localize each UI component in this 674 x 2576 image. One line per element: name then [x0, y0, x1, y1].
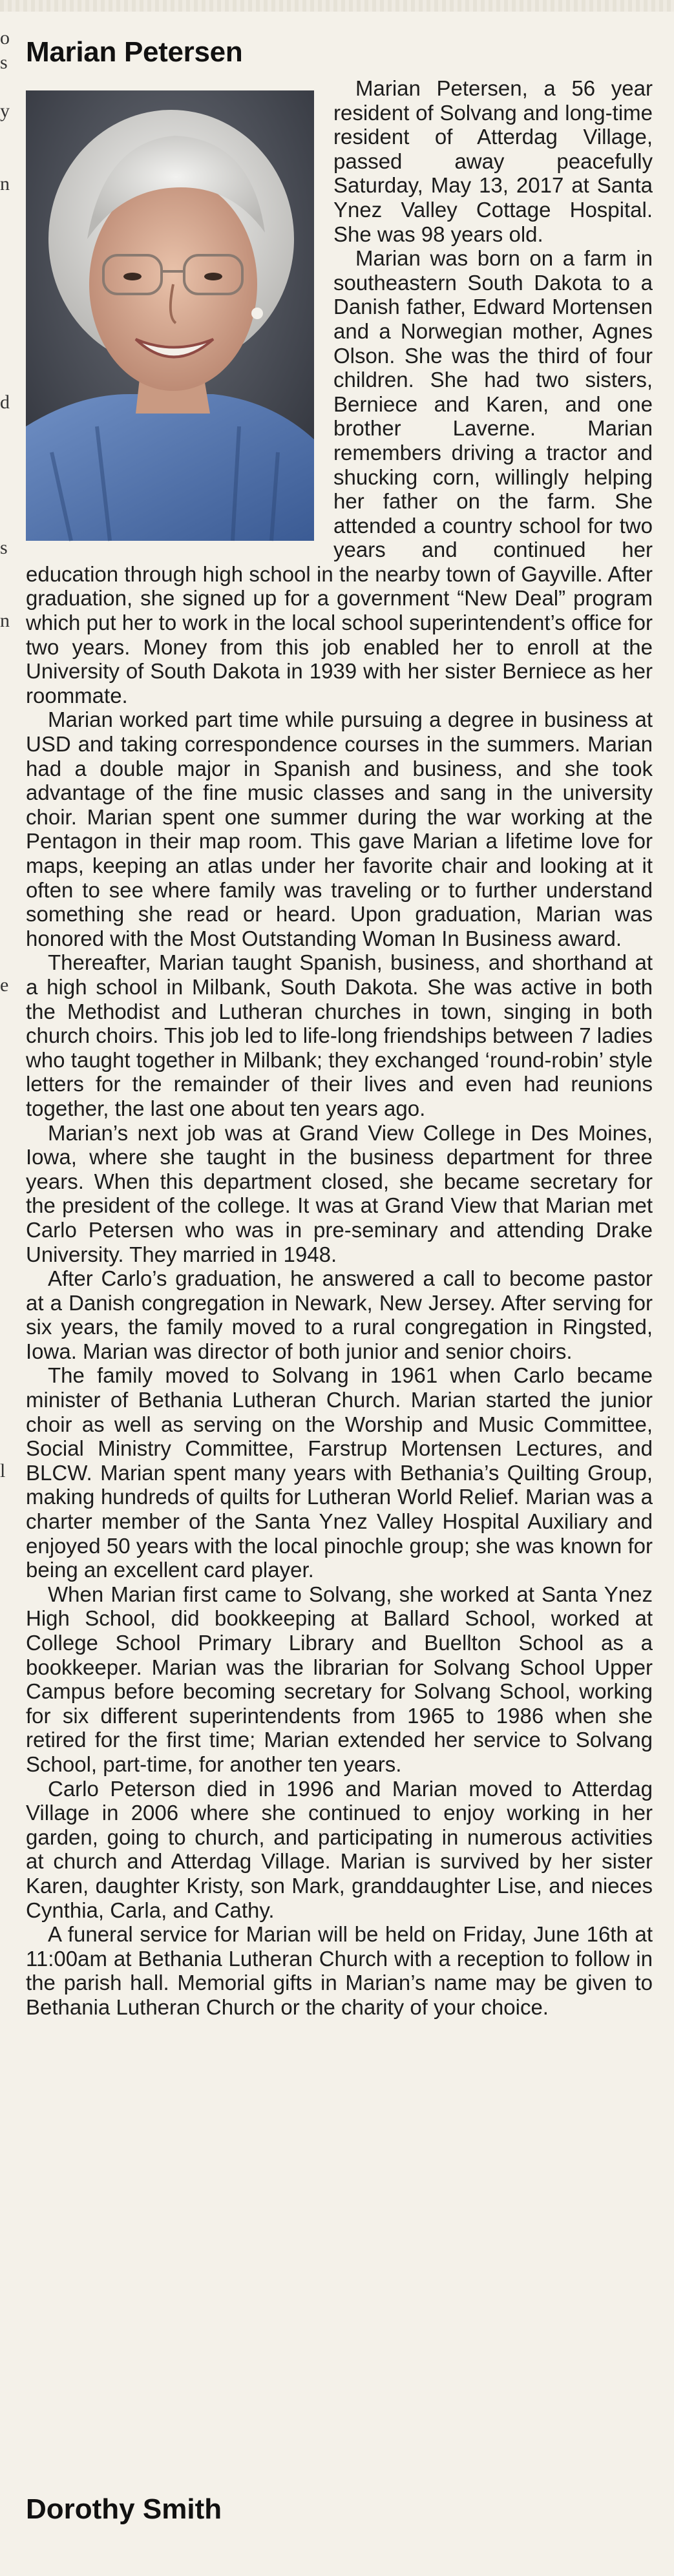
margin-letter — [0, 1969, 9, 1994]
margin-letter — [0, 1168, 9, 1192]
obituary-paragraph-2: Marian was born on a farm in southeastern South Dakota to a Danish father, Edward Mortensen and a Norwegian mother, Agnes Olson. She was the third of four children. She had two sisters, Berniece and Karen, and one brother Laverne. Marian remembers driving a tractor and shucking corn, willingly helping her father on the farm. She attended a country school for two years and continued her education through high school in the nearby town of Gayville. After graduation, she signed up for a government “New Deal” program which put her to work in the local school superintendent’s office for two years. Money from this job enabled her to enroll at the University of South Dakota in 1939 with her sister Berniece as her roommate. — [26, 246, 653, 707]
margin-letter — [0, 1629, 9, 1653]
margin-letter — [0, 1021, 9, 1046]
margin-letter — [0, 755, 9, 779]
margin-letter — [0, 2115, 9, 2139]
margin-letter — [0, 1337, 9, 1362]
margin-letter — [0, 1094, 9, 1119]
margin-letter — [0, 1896, 9, 1921]
margin-letter — [0, 706, 9, 731]
margin-letter — [0, 560, 9, 585]
margin-letter — [0, 682, 9, 706]
margin-letter — [0, 1143, 9, 1168]
margin-letter — [0, 487, 9, 512]
margin-letter — [0, 585, 9, 609]
margin-letter — [0, 1872, 9, 1896]
margin-letter — [0, 2431, 9, 2455]
margin-letter — [0, 1410, 9, 1435]
margin-letter — [0, 2163, 9, 2188]
next-obituary-heading: Dorothy Smith — [26, 2493, 222, 2525]
margin-letter — [0, 1945, 9, 1969]
margin-letter — [0, 2066, 9, 2091]
margin-letter: l — [0, 1460, 6, 1482]
margin-letter — [0, 900, 9, 925]
margin-letter — [0, 1289, 9, 1314]
margin-letter — [0, 2018, 9, 2042]
margin-letter — [0, 633, 9, 658]
margin-letter — [0, 2455, 9, 2479]
margin-letter — [0, 1046, 9, 1071]
margin-letter — [0, 1362, 9, 1387]
margin-letter — [0, 269, 9, 293]
margin-letter — [0, 2504, 9, 2528]
margin-letter: y — [0, 99, 10, 121]
margin-letter — [0, 293, 9, 318]
margin-letter: n — [0, 610, 10, 632]
margin-letter — [0, 2358, 9, 2382]
margin-letter — [0, 1677, 9, 1702]
margin-letter — [0, 949, 9, 974]
obituary-paragraph-8: When Marian first came to Solvang, she worked at Santa Ynez High School, did bookkeeping at Ballard School, worked at College School Primary Library and Buellton School as a bookkeeper. Marian was the librarian for Solvang School Upper Campus before becoming secretary for Solvang School, working for six different superintendents from 1965 to 1986 when she retired for the first time; Marian extended her service to Solvang School, part-time, for another ten years. — [26, 1582, 653, 1776]
obituary-paragraph-4: Thereafter, Marian taught Spanish, business, and shorthand at a high school in Milbank, South Dakota. She was active in both the Methodist and Lutheran churches in town, singing in both church choirs. This job led to life-long friendships between 7 ladies who taught together in Milbank; they exchanged ‘round-robin’ style letters for the remainder of their lives and even had reunions together, the last one about ten years ago. — [26, 950, 653, 1120]
margin-letter: n — [0, 173, 10, 194]
margin-letter — [0, 1119, 9, 1144]
portrait-photo-image — [26, 90, 314, 541]
margin-letter — [0, 439, 9, 463]
margin-letter — [0, 1775, 9, 1799]
margin-letter — [0, 2333, 9, 2358]
margin-letter: e — [0, 974, 9, 996]
margin-letter — [0, 1702, 9, 1726]
margin-letter — [0, 1216, 9, 1241]
margin-letter — [0, 463, 9, 488]
margin-letter — [0, 803, 9, 828]
margin-letter — [0, 1264, 9, 1289]
obituary-paragraph-6: After Carlo’s graduation, he answered a call to become pastor at a Danish congregation in Newark, New Jersey. After serving for six years, the family moved to a rural congregation in Ringsted, Iowa. Marian was director of both junior and senior choirs. — [26, 1266, 653, 1363]
margin-letter — [0, 2139, 9, 2164]
margin-letter — [0, 147, 9, 172]
margin-letter — [0, 317, 9, 342]
obituary-paragraph-5: Marian’s next job was at Grand View College in Des Moines, Iowa, where she taught in the business department for three years. When this department closed, she became secretary for the president of the college. It was at Grand View that Marian met Carlo Petersen who was in pre-seminary and attending Drake University. They married in 1948. — [26, 1120, 653, 1266]
margin-letter — [0, 779, 9, 803]
margin-letter — [0, 2042, 9, 2066]
margin-letter — [0, 1920, 9, 1945]
margin-letter — [0, 2528, 9, 2552]
margin-letter — [0, 1071, 9, 1095]
margin-letter — [0, 123, 9, 147]
margin-letter — [0, 220, 9, 245]
margin-letter — [0, 2236, 9, 2261]
obituary-paragraph-10: A funeral service for Marian will be held on Friday, June 16th at 11:00am at Bethania Lutheran Church with a reception to follow in the parish hall. Memorial gifts in Marian’s name may be given to Bethania Lutheran Church or the charity of your choice. — [26, 1922, 653, 2019]
margin-letter — [0, 2406, 9, 2431]
margin-letter — [0, 2552, 9, 2576]
margin-letter — [0, 342, 9, 366]
margin-letter — [0, 828, 9, 852]
margin-letter — [0, 1993, 9, 2018]
margin-letter — [0, 1580, 9, 1605]
margin-letter — [0, 852, 9, 876]
margin-letter — [0, 1653, 9, 1678]
page-top-rule — [0, 0, 674, 12]
margin-letter — [0, 2382, 9, 2407]
margin-letter — [0, 1507, 9, 1532]
margin-letter — [0, 366, 9, 390]
margin-letter — [0, 1799, 9, 1823]
margin-letter — [0, 415, 9, 439]
margin-letter — [0, 2479, 9, 2504]
margin-letter — [0, 1605, 9, 1629]
margin-letter — [0, 1823, 9, 1848]
margin-letter — [0, 1532, 9, 1556]
margin-letter — [0, 74, 9, 99]
obituary-article — [26, 76, 653, 2020]
obituary-paragraph-7: The family moved to Solvang in 1961 when Carlo became minister of Bethania Lutheran Church. Marian started the junior choir as well as serving on the Worship and Music Committee, Social Ministry Committee, Farstrup Mortensen Lectures, and BLCW. Marian spent many years with Bethania’s Quilting Group, making hundreds of quilts for Lutheran World Relief. Marian was a charter member of the Santa Ynez Valley Hospital Auxiliary and enjoyed 50 years with the local pinochle group; she was known for being an excellent card player. — [26, 1363, 653, 1582]
obituary-name-heading: Marian Petersen — [26, 36, 243, 68]
margin-letter — [0, 998, 9, 1022]
obituary-paragraph-1: Marian Petersen, a 56 year resident of Solvang and long-time resident of Atterdag Village, passed away peacefully Saturday, May 13, 2017 at Santa Ynez Valley Cottage Hospital. She was 98 years old. — [333, 76, 653, 246]
margin-letter: o — [0, 27, 10, 48]
margin-letter — [0, 196, 9, 220]
margin-letter: s — [0, 537, 8, 559]
margin-letter — [0, 2212, 9, 2236]
margin-letter — [0, 1556, 9, 1580]
margin-letter: s — [0, 51, 8, 73]
obituary-paragraph-3: Marian worked part time while pursuing a degree in business at USD and taking correspondence courses in the summers. Marian had a double major in Spanish and business, and she took advantage of the fine music classes and sang in the university choir. Marian spent one summer during the war working at the Pentagon in their map room. This gave Marian a lifetime love for maps, keeping an atlas under her favorite chair and looking at it often to see where family was traveling or to further understand something she read or heard. Upon graduation, Marian was honored with the Most Outstanding Woman In Business award. — [26, 707, 653, 950]
margin-letter — [0, 1848, 9, 1872]
margin-letter — [0, 512, 9, 536]
margin-letter — [0, 2090, 9, 2115]
obituary-paragraph-9: Carlo Peterson died in 1996 and Marian moved to Atterdag Village in 2006 where she continued to enjoy working in her garden, going to church, and participating in numerous activities at church and Atterdag Village. Marian is survived by her sister Karen, daughter Kristy, son Mark, granddaughter Lise, and nieces Cynthia, Carla, and Cathy. — [26, 1776, 653, 1922]
margin-letter — [0, 1726, 9, 1751]
margin-letter — [0, 2188, 9, 2212]
margin-letter — [0, 1750, 9, 1775]
adjacent-column-edge — [0, 26, 9, 2506]
margin-letter — [0, 730, 9, 755]
margin-letter — [0, 1241, 9, 1265]
margin-letter — [0, 1313, 9, 1337]
margin-letter — [0, 1434, 9, 1459]
margin-letter — [0, 657, 9, 682]
margin-letter — [0, 244, 9, 269]
margin-letter — [0, 2261, 9, 2285]
margin-letter — [0, 925, 9, 949]
margin-letter — [0, 1386, 9, 1410]
margin-letter — [0, 2309, 9, 2334]
margin-letter — [0, 2285, 9, 2309]
margin-letter: d — [0, 391, 10, 413]
margin-letter — [0, 1483, 9, 1508]
portrait-photo — [26, 90, 314, 541]
margin-letter — [0, 1192, 9, 1217]
margin-letter — [0, 876, 9, 901]
